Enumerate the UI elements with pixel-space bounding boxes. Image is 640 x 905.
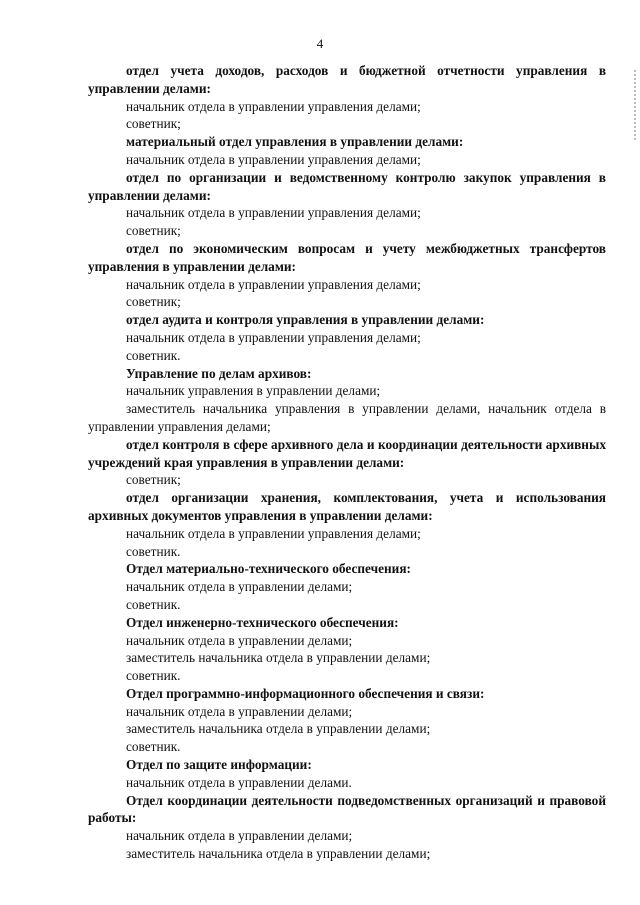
list-item: отдел контроля в сфере архивного дела и координации деятельности архивных учреждений края управления в управлении делами: (88, 436, 606, 470)
list-item: советник. (126, 668, 181, 684)
list-item: заместитель начальника управления в управлении делами, начальник отдела в управлении управления делами; (88, 401, 606, 434)
list-item: советник; (126, 223, 181, 239)
section-heading: Отдел программно-информационного обеспечения и связи: (126, 685, 485, 701)
document-body (88, 62, 606, 863)
list-item: отдел учета доходов, расходов и бюджетной отчетности управления в управлении делами: (88, 63, 606, 96)
section-heading: Управление по делам архивов: (126, 365, 312, 381)
section-heading: Отдел инженерно-технического обеспечения: (126, 614, 399, 630)
list-item: отдел по организации и ведомственному контролю закупок управления в управлении делами: (88, 169, 606, 203)
list-item: отдел по экономическим вопросам и учету межбюджетных трансфертов управления в управлении делами: (88, 240, 606, 274)
list-item: начальник отдела в управлении делами; (126, 632, 353, 648)
section-heading: Отдел координации деятельности подведомственных организаций и правовой работы: (88, 792, 606, 826)
list-item: начальник отдела в управлении делами; (126, 828, 353, 844)
list-item: советник. (126, 596, 181, 612)
list-item: советник; (126, 116, 181, 132)
list-item: начальник отдела в управлении управления делами; (126, 98, 421, 114)
list-item: начальник отдела в управлении управления делами; (126, 151, 421, 167)
list-item: материальный отдел управления в управлении делами: (126, 134, 464, 150)
section-heading: Отдел по защите информации: (126, 757, 312, 773)
list-item: советник. (126, 543, 181, 559)
list-item: заместитель начальника отдела в управлении делами; (126, 650, 431, 666)
list-item: советник; (126, 472, 181, 488)
list-item: начальник отдела в управлении управления делами; (126, 329, 421, 345)
list-item: начальник отдела в управлении делами; (126, 579, 353, 595)
list-item: заместитель начальника отдела в управлении делами; (126, 721, 431, 737)
list-item: советник; (126, 294, 181, 310)
list-item: советник. (126, 347, 181, 363)
list-item: начальник отдела в управлении делами. (126, 774, 352, 790)
list-item: начальник отдела в управлении управления делами; (126, 205, 421, 221)
list-item: начальник отдела в управлении управления делами; (126, 276, 421, 292)
page-number: 4 (316, 36, 324, 51)
list-item: начальник управления в управлении делами; (126, 383, 381, 399)
list-item: начальник отдела в управлении делами; (126, 703, 353, 719)
scan-edge-mark (634, 70, 636, 140)
list-item: советник. (126, 739, 181, 755)
section-heading: Отдел материально-технического обеспечения: (126, 561, 411, 577)
list-item: отдел аудита и контроля управления в управлении делами: (126, 312, 485, 328)
list-item: отдел организации хранения, комплектования, учета и использования архивных документов управления в управлении делами: (88, 490, 606, 523)
list-item: начальник отдела в управлении управления делами; (126, 525, 421, 541)
list-item: заместитель начальника отдела в управлении делами; (126, 846, 431, 862)
